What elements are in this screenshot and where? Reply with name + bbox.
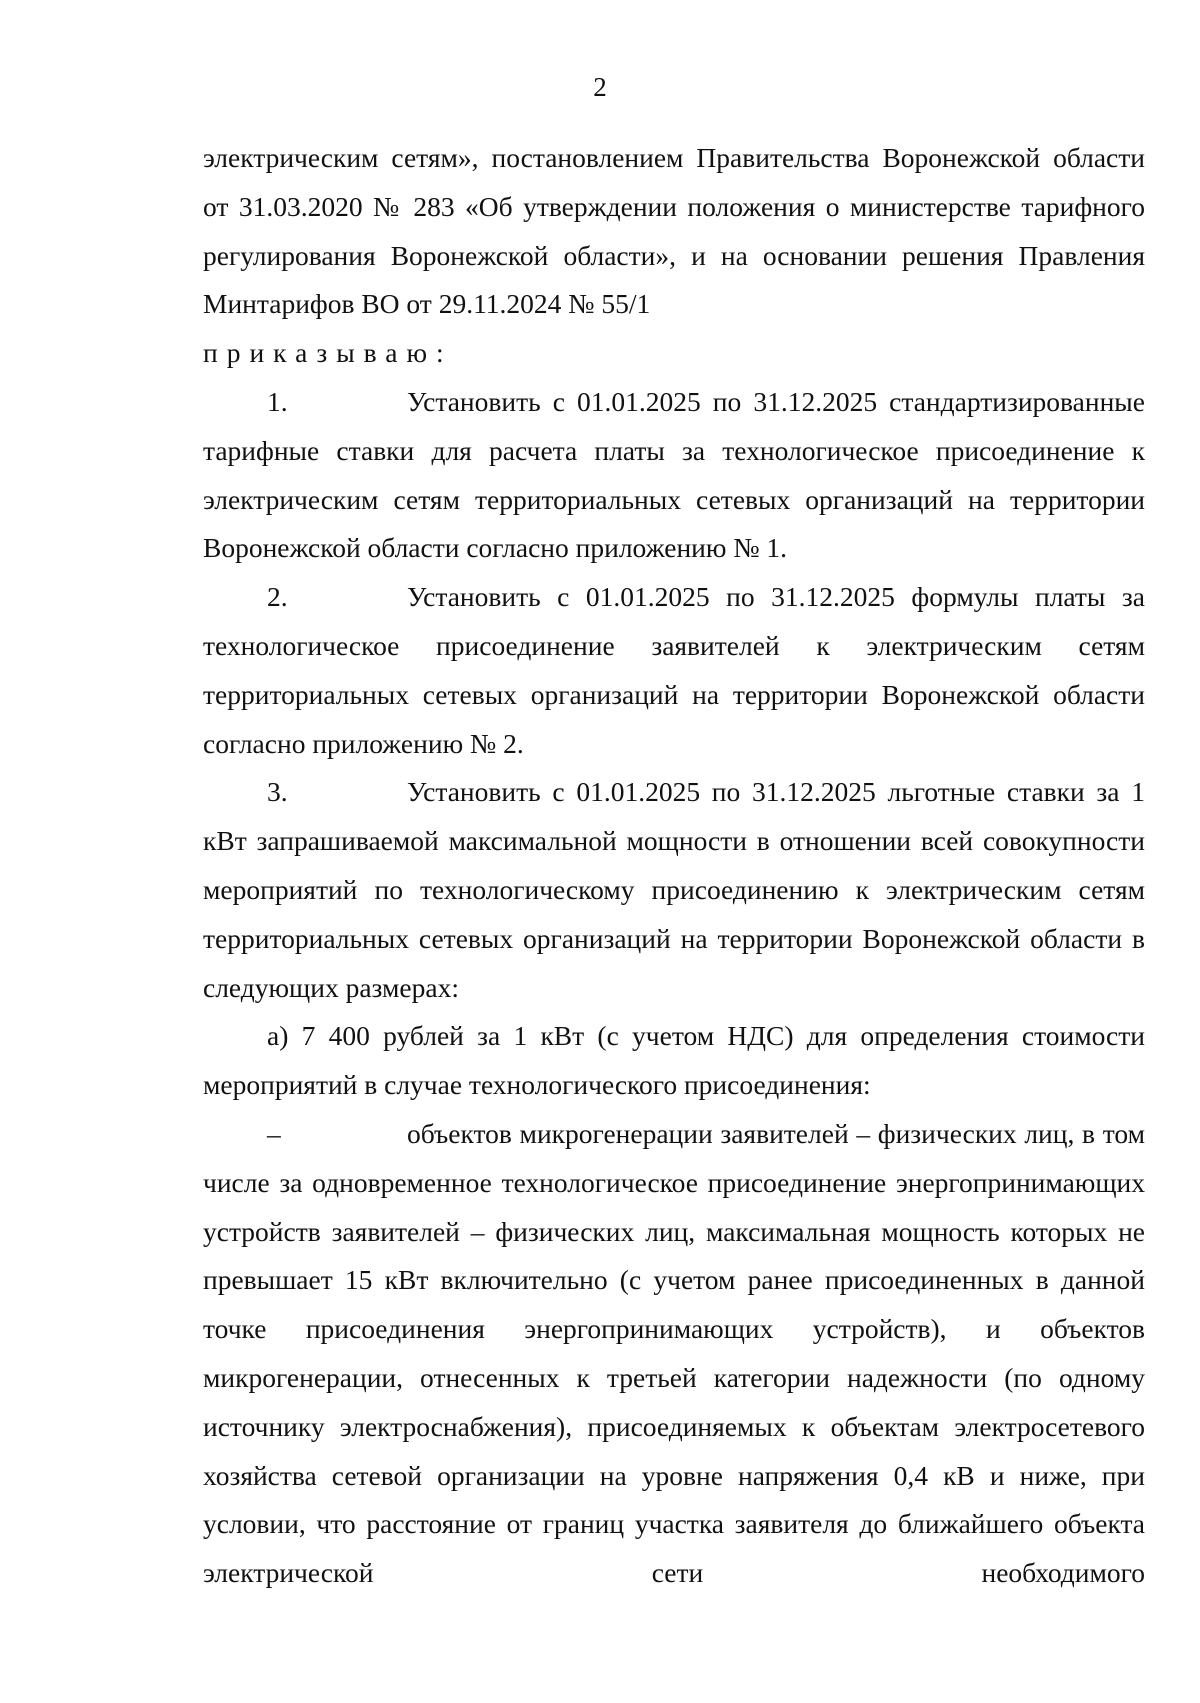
item-3-number: 3. (267, 776, 288, 808)
item-2-text: Установить с 01.01.2025 по 31.12.2025 формулы платы за технологическое присоединение заявителей к электрическим сетям территориальных сетевых организаций на территории Воронежской области согласно приложению № 2. (203, 581, 1145, 759)
dash-item-text: объектов микрогенерации заявителей – физических лиц, в том числе за одновременное технологическое присоединение энергопринимающих устройств заявителей – физических лиц, максимальная мощность которых не превышает 15 кВт включительно (с учетом ранее присоединенных в данной точке присоединения энергопринимающих устройств), и объектов микрогенерации, отнесенных к третьей категории надежности (по одному источнику электроснабжения), присоединяемых к объектам электросетевого хозяйства сетевой организации на уровне напряжения 0,4 кВ и ниже, при условии, что расстояние от границ участка заявителя до ближайшего объекта электрической сети необходимого (203, 1117, 1145, 1589)
dash-mark: – (267, 1117, 281, 1149)
item-1-text: Установить с 01.01.2025 по 31.12.2025 стандартизированные тарифные ставки для расчета платы за технологическое присоединение к электрическим сетям территориальных сетевых организаций на территории Воронежской области согласно приложению № 1. (203, 385, 1145, 564)
item-2-paragraph (203, 573, 1145, 768)
order-word: приказываю: (203, 337, 453, 369)
document-body (203, 134, 1145, 1598)
page-number: 2 (593, 72, 607, 102)
item-3-paragraph (203, 768, 1145, 1012)
item-2-number: 2. (267, 581, 288, 613)
dash-item-paragraph (203, 1110, 1145, 1598)
subitem-a-paragraph: а) 7 400 рублей за 1 кВт (с учетом НДС) для определения стоимости мероприятий в случае технологического присоединения: (203, 1020, 1145, 1101)
item-1-number: 1. (267, 385, 288, 417)
item-3-text: Установить с 01.01.2025 по 31.12.2025 льготные ставки за 1 кВт запрашиваемой максимальной мощности в отношении всей совокупности мероприятий по технологическому присоединению к электрическим сетям территориальных сетевых организаций на территории Воронежской области в следующих размерах: (203, 776, 1145, 1003)
intro-paragraph: электрическим сетям», постановлением Правительства Воронежской области от 31.03.2020 № 283 «Об утверждении положения о министерстве тарифного регулирования Воронежской области», и на основании решения Правления Минтарифов ВО от 29.11.2024 № 55/1 (203, 142, 1145, 320)
item-1-paragraph (203, 378, 1145, 573)
